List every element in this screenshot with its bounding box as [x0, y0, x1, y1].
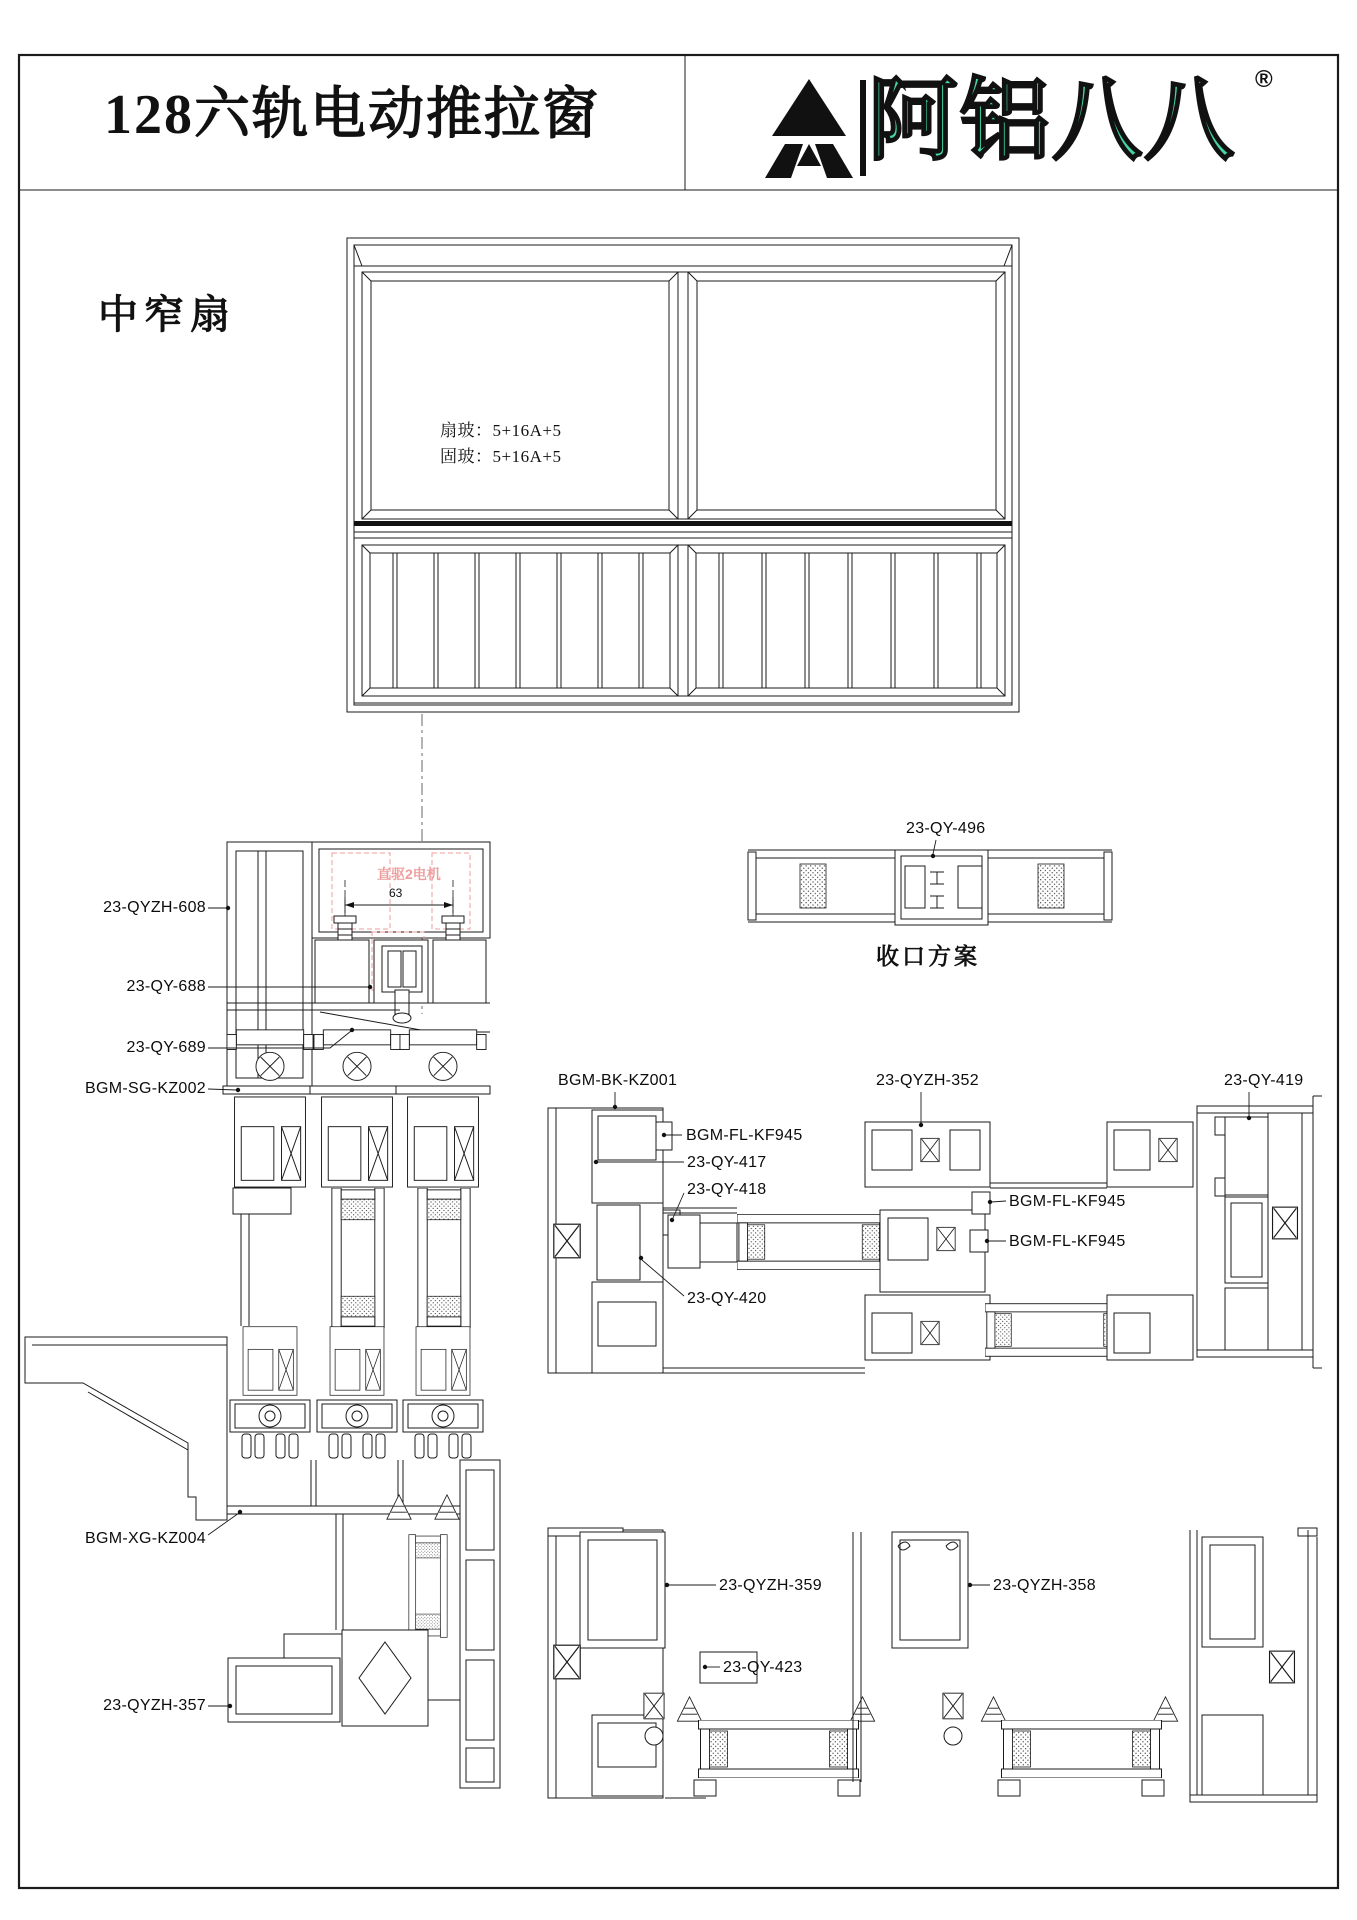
part-label-23-qy-420: 23-QY-420 [687, 1290, 767, 1307]
part-label-bgm-xg-kz004: BGM-XG-KZ004 [85, 1530, 206, 1547]
part-label-23-qyzh-358: 23-QYZH-358 [993, 1577, 1096, 1594]
insulated-glass-unit [332, 1188, 384, 1328]
thermal-break [943, 1693, 963, 1719]
bottom-plan-section-drawing [548, 1528, 1317, 1802]
glazing-gasket [387, 1495, 411, 1519]
logo-mark [765, 79, 866, 178]
glass-unit-plan [699, 1720, 859, 1778]
part-label-23-qy-688: 23-QY-688 [126, 978, 206, 995]
part-label-bgm-fl-kf945: BGM-FL-KF945 [1009, 1233, 1126, 1250]
glazing-gasket [1153, 1697, 1177, 1721]
part-label-23-qyzh-352: 23-QYZH-352 [876, 1072, 979, 1089]
vertical-section-drawing [25, 842, 500, 1788]
hanger-wheel [314, 1030, 400, 1081]
glazing-gasket [981, 1697, 1005, 1721]
thermal-break [921, 1138, 939, 1161]
thermal-break [1270, 1651, 1295, 1683]
thermal-break [554, 1224, 580, 1258]
bottom-roller [230, 1400, 310, 1458]
sash-bottom-profile [416, 1327, 470, 1396]
sash-top-profile [408, 1097, 479, 1187]
glass-spec-line1: 扇玻：5+16A+5 [440, 421, 562, 440]
thermal-break [554, 1645, 580, 1679]
sash-top-profile [322, 1097, 393, 1187]
glass-spec-note [440, 418, 561, 471]
part-label-bgm-bk-kz001: BGM-BK-KZ001 [558, 1072, 678, 1089]
elevation-drawing [347, 238, 1019, 712]
glazing-gasket [435, 1495, 459, 1519]
capping-detail-drawing [748, 850, 1112, 925]
part-label-23-qy-418: 23-QY-418 [687, 1181, 767, 1198]
glass-unit-plan [1002, 1720, 1162, 1778]
glazing-gasket [677, 1697, 701, 1721]
dimension-value: 63 [389, 886, 403, 900]
sheet-title: 128六轨电动推拉窗 [104, 84, 600, 146]
insulated-glass-unit [418, 1188, 470, 1328]
mid-plan-section-drawing [548, 1096, 1322, 1373]
motor-annotation: 直驱2电机 [377, 866, 441, 882]
part-label-bgm-fl-kf945: BGM-FL-KF945 [686, 1127, 803, 1144]
glass-unit-plan [737, 1214, 890, 1269]
view-title: 中窄扇 [98, 292, 236, 337]
part-label-23-qyzh-357: 23-QYZH-357 [103, 1697, 206, 1714]
part-label-bgm-sg-kz002: BGM-SG-KZ002 [85, 1080, 206, 1097]
part-label-23-qyzh-608: 23-QYZH-608 [103, 899, 206, 916]
part-label-23-qy-689: 23-QY-689 [126, 1039, 206, 1056]
part-label-23-qyzh-359: 23-QYZH-359 [719, 1577, 822, 1594]
registered-trademark-icon: ® [1255, 66, 1273, 93]
logo-brand-text: 阿铝八八 [868, 71, 1236, 171]
thermal-break [1273, 1207, 1298, 1239]
capping-caption: 收口方案 [876, 944, 980, 969]
part-label-23-qy-423: 23-QY-423 [723, 1659, 803, 1676]
fixed-glass-unit [409, 1535, 447, 1638]
thermal-break [1159, 1138, 1177, 1161]
glass-spec-line2: 固玻：5+16A+5 [440, 447, 562, 467]
thermal-break [644, 1693, 664, 1719]
thermal-break [921, 1321, 939, 1344]
part-label-23-qy-417: 23-QY-417 [687, 1154, 767, 1171]
sash-top-profile [235, 1097, 306, 1187]
hanger-wheel [400, 1030, 486, 1081]
part-label-23-qy-419: 23-QY-419 [1224, 1072, 1304, 1089]
sash-bottom-profile [243, 1327, 297, 1396]
part-label-bgm-fl-kf945: BGM-FL-KF945 [1009, 1193, 1126, 1210]
bottom-roller [403, 1400, 483, 1458]
glazing-gasket [850, 1697, 874, 1721]
part-label-23-qy-496: 23-QY-496 [906, 820, 986, 837]
bottom-roller [317, 1400, 397, 1458]
sash-bottom-profile [330, 1327, 384, 1396]
thermal-break [937, 1227, 955, 1250]
